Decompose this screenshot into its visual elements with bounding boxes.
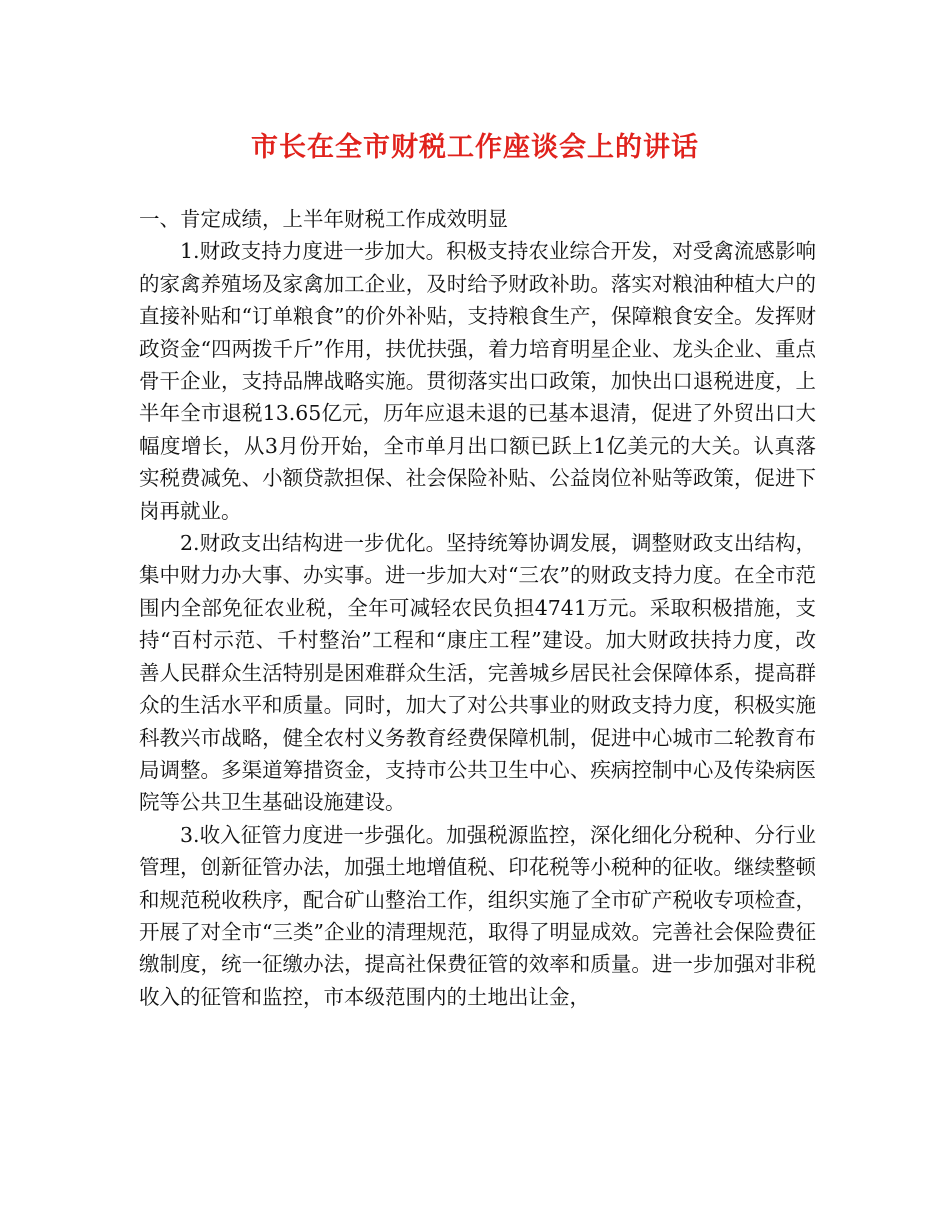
paragraph-2: 2.财政支出结构进一步优化。坚持统筹协调发展，调整财政支出结构，集中财力办大事、办实事。进一步加大对“三农”的财政支持力度。在全市范围内全部免征农业税，全年可减轻农民负担4741万元。采取积极措施，支持“百村示范、千村整治”工程和“康庄工程”建设。加大财政扶持力度，改善人民群众生活特别是困难群众生活，完善城乡居民社会保障体系，提高群众的生活水平和质量。同时，加大了对公共事业的财政支持力度，积极实施科教兴市战略，健全农村义务教育经费保障机制，促进中心城市二轮教育布局调整。多渠道筹措资金，支持市公共卫生中心、疾病控制中心及传染病医院等公共卫生基础设施建设。 [139, 531, 816, 815]
paragraph-1: 1.财政支持力度进一步加大。积极支持农业综合开发，对受禽流感影响的家禽养殖场及家禽加工企业，及时给予财政补助。落实对粮油种植大户的直接补贴和“订单粮食”的价外补贴，支持粮食生产，保障粮食安全。发挥财政资金“四两拨千斤”作用，扶优扶强，着力培育明星企业、龙头企业、重点骨干企业，支持品牌战略实施。贯彻落实出口政策，加快出口退税进度，上半年全市退税13.65亿元，历年应退未退的已基本退清，促进了外贸出口大幅度增长，从3月份开始，全市单月出口额已跃上1亿美元的大关。认真落实税费减免、小额贷款担保、社会保险补贴、公益岗位补贴等政策，促进下岗再就业。 [139, 239, 816, 523]
section-heading: 一、肯定成绩，上半年财税工作成效明显 [139, 207, 508, 231]
document-body [139, 203, 816, 1013]
paragraph-3: 3.收入征管力度进一步强化。加强税源监控，深化细化分税种、分行业管理，创新征管办法，加强土地增值税、印花税等小税种的征收。继续整顿和规范税收秩序，配合矿山整治工作，组织实施了全市矿产税收专项检查，开展了对全市“三类”企业的清理规范，取得了明显成效。完善社会保险费征缴制度，统一征缴办法，提高社保费征管的效率和质量。进一步加强对非税收入的征管和监控，市本级范围内的土地出让金， [139, 822, 816, 1009]
document-title: 市长在全市财税工作座谈会上的讲话 [251, 132, 699, 163]
